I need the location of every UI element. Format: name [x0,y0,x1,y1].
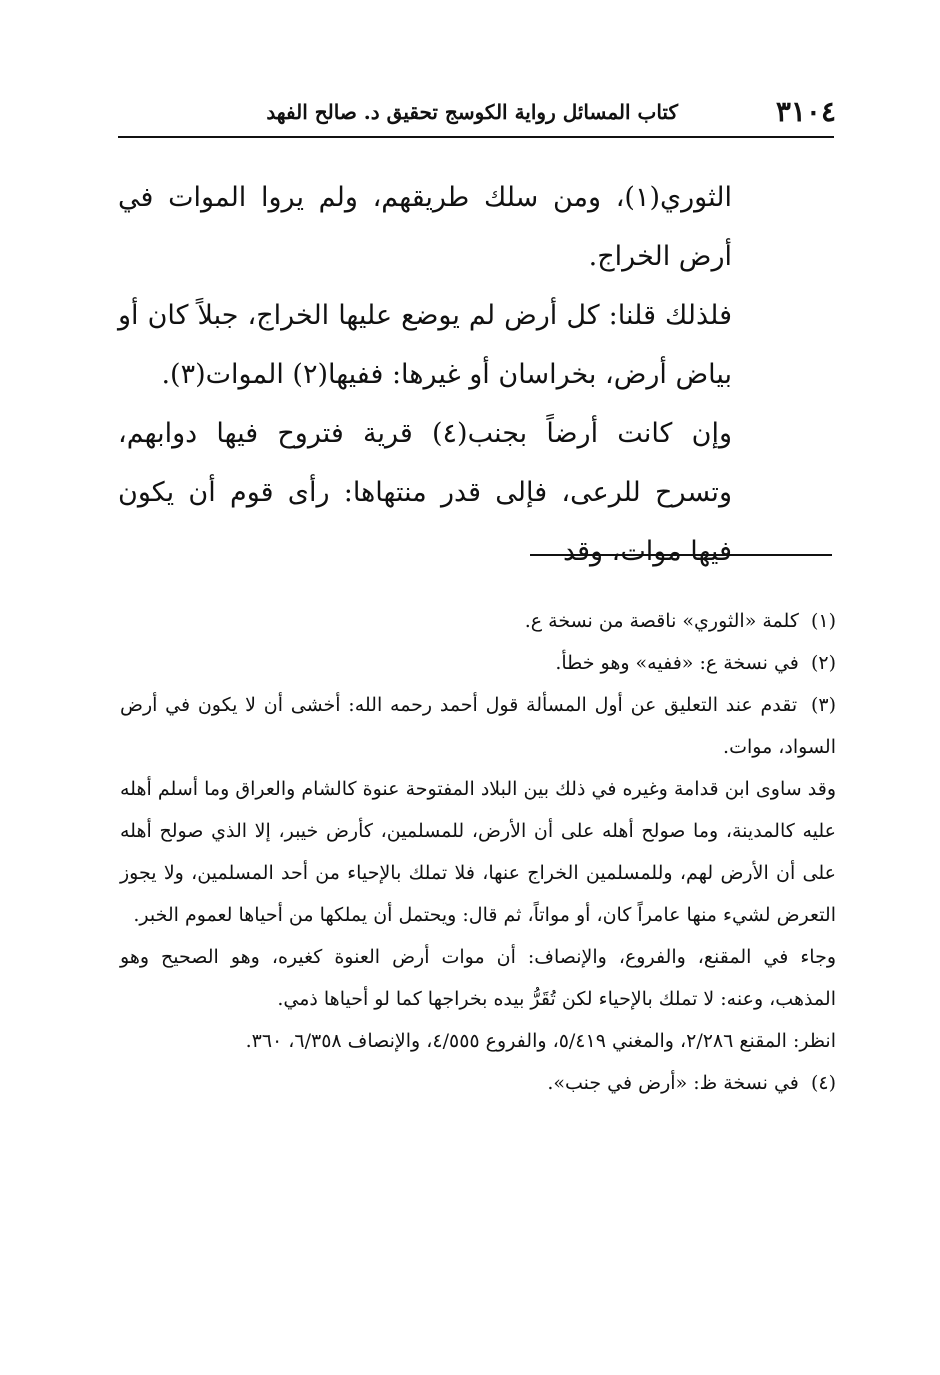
footnote [120,1062,836,1104]
page-header [112,92,836,132]
footnote [120,600,836,642]
footnote-number: (٤) [810,1072,836,1094]
main-text [118,168,732,581]
footnotes [120,600,836,1104]
footnote-text: تقدم عند التعليق عن أول المسألة قول أحمد رحمه الله: أخشى أن لا يكون في أرض السواد، موات. [120,694,836,758]
footnote [120,684,836,768]
footnote-text: كلمة «الثوري» ناقصة من نسخة ع. [524,610,799,632]
header-divider [118,136,834,138]
body-paragraph: الثوري(١)، ومن سلك طريقهم، ولم يروا الموات في أرض الخراج. [118,182,732,272]
footnote-number: (٣) [810,694,836,716]
footnote-continuation: وجاء في المقنع، والفروع، والإنصاف: أن موات أرض العنوة كغيره، وهو الصحيح وهو المذهب، وعنه: لا تملك بالإحياء لكن تُقَرُّ بيده بخراجها كما لو أحياها ذمي. [120,946,836,1010]
page-number: ٣١٠٤ [775,95,836,128]
body-paragraph: فلذلك قلنا: كل أرض لم يوضع عليها الخراج، جبلاً كان أو بياض أرض، بخراسان أو غيرها: ففيها(٢) الموات(٣). [118,300,732,390]
body-paragraph: وإن كانت أرضاً بجنب(٤) قرية فتروح فيها دوابهم، وتسرح للرعى، فإلى قدر منتهاها: رأى قوم أن يكون فيها موات، وقد [118,418,732,567]
running-title: كتاب المسائل رواية الكوسج تحقيق د. صالح الفهد [266,100,678,124]
footnote-text: في نسخة ع: «ففيه» وهو خطأ. [555,652,799,674]
footnote-references: انظر: المقنع ٢/٢٨٦، والمغني ٥/٤١٩، والفروع ٤/٥٥٥، والإنصاف ٦/٣٥٨، ٣٦٠. [245,1030,836,1052]
footnote-divider [530,554,832,556]
footnote-text: في نسخة ظ: «أرض في جنب». [547,1072,799,1094]
footnote-continuation: وقد ساوى ابن قدامة وغيره في ذلك بين البلاد المفتوحة عنوة كالشام والعراق وما أسلم أهله عليه كالمدينة، وما صولح أهله على أن الأرض، للمسلمين، كأرض خيبر، إلا الذي صولح أهله على أن الأرض لهم، وللمسلمين الخراج عنها، فلا تملك بالإحياء من أحد المسلمين، ولا يجوز التعرض لشيء منها عامراً كان، أو مواتاً، ثم قال: ويحتمل أن يملكها من أحياها لعموم الخبر. [120,778,836,926]
footnote-number: (٢) [810,652,836,674]
footnote [120,642,836,684]
footnote-number: (١) [810,610,836,632]
